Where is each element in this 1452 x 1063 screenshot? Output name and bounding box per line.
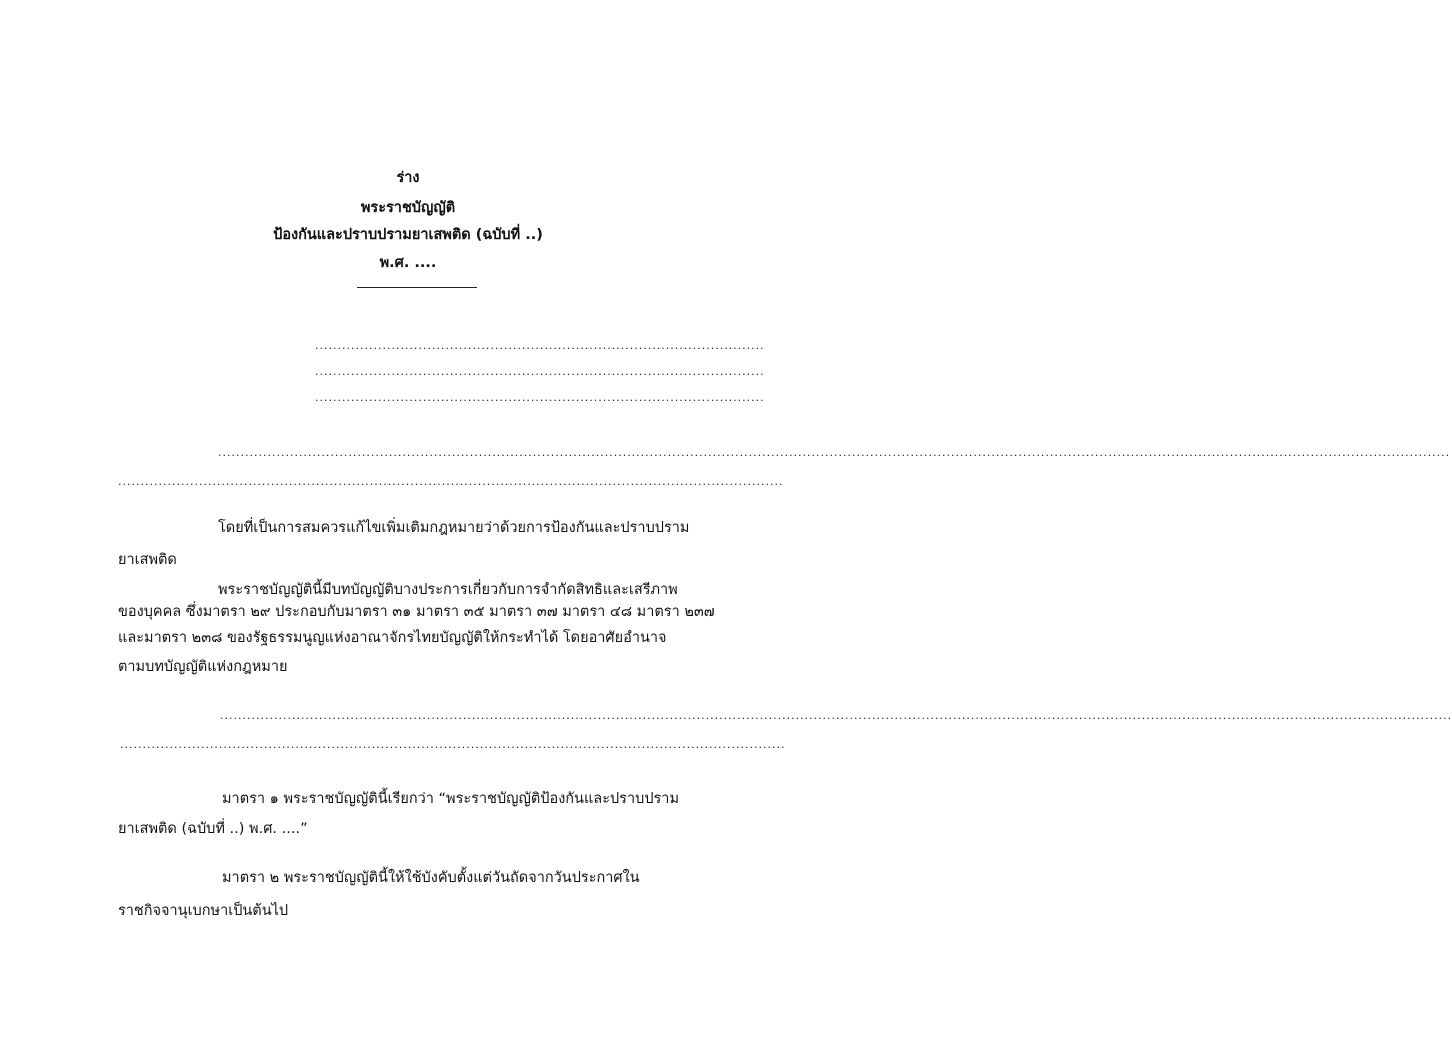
restriction-line-4: ตามบทบัญญัติแห่งกฎหมาย	[118, 659, 288, 675]
year-label: พ.ศ. ....	[379, 255, 437, 271]
section-2-line-2: ราชกิจจานุเบกษาเป็นต้นไป	[118, 903, 289, 919]
act-label: พระราชบัญญัติ	[360, 200, 456, 216]
signature-dotted-line-1: ....................................................................................................	[315, 339, 765, 352]
restriction-line-1: พระราชบัญญัตินี้มีบทบัญญัติบางประการเกี่ยวกับการจำกัดสิทธิและเสรีภาพ	[218, 582, 678, 598]
preamble-dotted-line-1: ..................................................................................................................................................................................................................................................................................	[218, 446, 1451, 459]
section-1-line-2: ยาเสพติด (ฉบับที่ ..) พ.ศ. ....”	[118, 821, 308, 837]
section-1-line-1: มาตรา ๑ พระราชบัญญัตินี้เรียกว่า “พระราชบัญญัติป้องกันและปราบปราม	[222, 791, 680, 807]
act-name: ป้องกันและปราบปรามยาเสพติด (ฉบับที่ ..)	[273, 227, 543, 243]
preamble-dotted-line-2: ....................................................................................................................................................	[118, 475, 784, 488]
header-rule	[357, 287, 477, 288]
signature-dotted-line-2: ....................................................................................................	[315, 365, 765, 378]
restriction-line-3: และมาตรา ๒๓๘ ของรัฐธรรมนูญแห่งอาณาจักรไทยบัญญัติให้กระทำได้ โดยอาศัยอำนาจ	[118, 630, 667, 646]
section-2-line-1: มาตรา ๒ พระราชบัญญัตินี้ให้ใช้บังคับตั้งแต่วันถัดจากวันประกาศใน	[222, 870, 640, 886]
enactment-dotted-line-1: ..................................................................................................................................................................................................................................................................................	[220, 709, 1452, 722]
enactment-dotted-line-2: ....................................................................................................................................................	[120, 738, 786, 751]
restriction-line-2: ของบุคคล ซึ่งมาตรา ๒๙ ประกอบกับมาตรา ๓๑ มาตรา ๓๕ มาตรา ๓๗ มาตรา ๔๘ มาตรา ๒๓๗	[118, 604, 715, 620]
reason-line-2: ยาเสพติด	[118, 552, 177, 568]
draft-label: ร่าง	[396, 170, 420, 186]
signature-dotted-line-3: ....................................................................................................	[315, 391, 765, 404]
reason-line-1: โดยที่เป็นการสมควรแก้ไขเพิ่มเติมกฎหมายว่าด้วยการป้องกันและปราบปราม	[218, 520, 690, 536]
